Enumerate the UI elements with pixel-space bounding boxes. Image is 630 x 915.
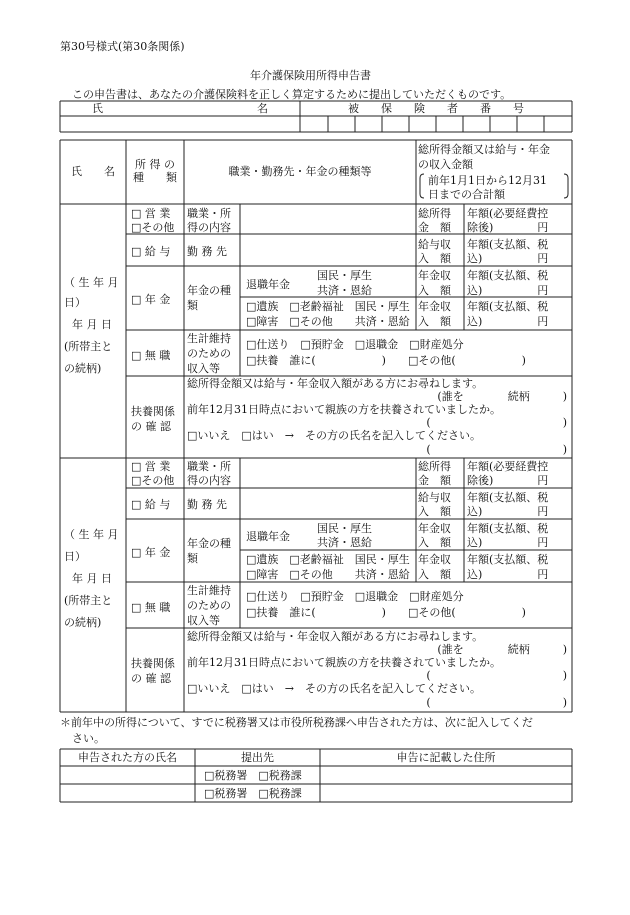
col-amount-note-1: 前年1月1日から12月31 <box>428 174 547 187</box>
relation-label-2: の続柄) <box>64 616 102 629</box>
pension-value-1a: 年額(支払額、税 <box>467 269 549 282</box>
page-title: 年介護保険用所得申告書 <box>250 69 371 82</box>
footer-col-office: 提出先 <box>241 751 274 764</box>
birth-label-3: 年 月 日 <box>72 572 112 585</box>
dependent-label-1: 扶養関係 <box>131 657 175 670</box>
occupation-label-2: 得の内容 <box>187 221 231 234</box>
pension-value-1b: 年額(支払額、税 <box>467 300 549 313</box>
person-block-2 <box>60 458 572 712</box>
livelihood-label-3: 収入等 <box>187 614 220 627</box>
pension-income-2b: 入 額 <box>418 568 451 581</box>
pension-value-1a: 年額(支払額、税 <box>467 522 549 535</box>
business-checkbox[interactable]: □ 営 業 <box>131 207 171 220</box>
national-welfare-label: 国民・厚生 <box>317 269 372 282</box>
pension-income-1a: 年金収 <box>418 522 451 535</box>
other-checkbox[interactable]: □その他 <box>131 221 175 234</box>
insured-number-field[interactable] <box>301 117 571 131</box>
total-label-1: 総所得 <box>418 460 451 473</box>
relation-label-1: (所帯主と <box>64 594 113 607</box>
col-amount-note-2: 日までの合計額 <box>428 188 505 201</box>
footer-note-2: さい。 <box>72 732 105 745</box>
livelihood-options-1[interactable]: □仕送り □預貯金 □退職金 □財産処分 <box>246 338 464 351</box>
dependent-question-6: ( ) <box>426 443 567 456</box>
intro-text: この申告書は、あなたの介護保険料を正しく算定するために提出していただくものです。 <box>72 88 512 101</box>
pension-value-2b: 込) 円 <box>467 315 549 328</box>
livelihood-options-2[interactable]: □扶養 誰に( ) □その他( ) <box>246 606 526 619</box>
total-label-2: 金 額 <box>418 221 451 234</box>
dependent-label-1: 扶養関係 <box>131 405 175 418</box>
pension-value-2a: 込) 円 <box>467 284 549 297</box>
dependent-question-1: 総所得金額又は給与・年金収入額がある方にお尋ねします。 <box>187 377 484 390</box>
retire-pension-label: 退職年金 <box>246 530 290 543</box>
col-name-header: 氏 名 <box>71 165 115 178</box>
pension-type-1: 年金の種 <box>187 537 231 550</box>
livelihood-options-2[interactable]: □扶養 誰に( ) □その他( ) <box>246 354 526 367</box>
insured-number-label: 被 保 険 者 番 号 <box>348 102 524 115</box>
unemployed-checkbox[interactable]: □ 無 職 <box>131 349 171 362</box>
dependent-question-5[interactable]: □いいえ □はい → その方の氏名を記入してください。 <box>187 429 482 442</box>
survivor-options[interactable]: □遺族 □老齢福祉 国民・厚生 <box>246 553 410 566</box>
retire-pension-label: 退職年金 <box>246 278 290 291</box>
pension-type-1: 年金の種 <box>187 284 231 297</box>
person-block-1 <box>60 204 572 458</box>
footer-col-name: 申告された方の氏名 <box>78 751 177 764</box>
dependent-question-2: (誰を 続柄 ) <box>437 643 567 656</box>
total-value-2: 除後) 円 <box>467 474 549 487</box>
disability-options[interactable]: □障害 □その他 共済・恩給 <box>246 315 410 328</box>
salary-checkbox[interactable]: □ 給 与 <box>131 245 171 258</box>
workplace-label: 勤 務 先 <box>187 498 227 511</box>
total-label-1: 総所得 <box>418 207 451 220</box>
pension-type-2: 類 <box>187 299 198 312</box>
pension-income-2b: 入 額 <box>418 315 451 328</box>
office-options-row-1[interactable]: □税務署 □税務課 <box>204 769 302 782</box>
disability-options[interactable]: □障害 □その他 共済・恩給 <box>246 568 410 581</box>
livelihood-label-3: 収入等 <box>187 362 220 375</box>
total-label-2: 金 額 <box>418 474 451 487</box>
birth-label-2: 日） <box>64 296 86 309</box>
col-income-type-header: 所 得 の 種 類 <box>133 158 177 184</box>
pension-value-2b: 込) 円 <box>467 568 549 581</box>
salary-checkbox[interactable]: □ 給 与 <box>131 498 171 511</box>
birth-label-2: 日） <box>64 550 86 563</box>
birth-label-1: （ 生 年 月 <box>64 276 119 289</box>
livelihood-label-2: のための <box>187 347 231 360</box>
occupation-label-2: 得の内容 <box>187 474 231 487</box>
pension-income-1a: 年金収 <box>418 269 451 282</box>
dependent-question-6: ( ) <box>426 696 567 709</box>
form-number: 第30号様式(第30条関係) <box>60 40 185 53</box>
salary-value-2: 込) 円 <box>467 505 549 518</box>
mutual-aid-label: 共済・恩給 <box>317 536 372 549</box>
pension-income-1b: 年金収 <box>418 300 451 313</box>
dependent-question-3: 前年12月31日時点において親族の方を扶養されていましたか。 <box>187 403 501 416</box>
livelihood-options-1[interactable]: □仕送り □預貯金 □退職金 □財産処分 <box>246 590 464 603</box>
col-amount-header-2: の収入金額 <box>418 158 473 171</box>
dependent-question-4: ( ) <box>426 416 567 429</box>
salary-income-2: 入 額 <box>418 505 451 518</box>
livelihood-label-1: 生計維持 <box>187 332 231 345</box>
salary-value-1: 年額(支払額、税 <box>467 491 549 504</box>
occupation-label-1: 職業・所 <box>187 460 231 473</box>
pension-type-2: 類 <box>187 552 198 565</box>
dependent-label-2: の 確 認 <box>131 672 171 685</box>
name-field[interactable] <box>61 117 299 131</box>
birth-label-3: 年 月 日 <box>72 318 112 331</box>
other-checkbox[interactable]: □その他 <box>131 474 175 487</box>
dependent-question-2: (誰を 続柄 ) <box>437 390 567 403</box>
dependent-question-3: 前年12月31日時点において親族の方を扶養されていましたか。 <box>187 656 501 669</box>
pension-checkbox[interactable]: □ 年 金 <box>131 546 171 559</box>
salary-value-2: 込) 円 <box>467 252 549 265</box>
unemployed-checkbox[interactable]: □ 無 職 <box>131 601 171 614</box>
name-label: 氏 名 <box>92 102 268 115</box>
salary-income-1: 給与収 <box>418 238 451 251</box>
relation-label-2: の続柄) <box>64 362 102 375</box>
occupation-label-1: 職業・所 <box>187 207 231 220</box>
livelihood-label-2: のための <box>187 599 231 612</box>
relation-label-1: (所帯主と <box>64 340 113 353</box>
col-occupation-header: 職業・勤務先・年金の種類等 <box>228 165 372 178</box>
business-checkbox[interactable]: □ 営 業 <box>131 460 171 473</box>
dependent-question-4: ( ) <box>426 669 567 682</box>
total-value-1: 年額(必要経費控 <box>467 460 549 473</box>
salary-value-1: 年額(支払額、税 <box>467 238 549 251</box>
birth-label-1: （ 生 年 月 <box>64 528 119 541</box>
col-amount-header-1: 総所得金額又は給与・年金 <box>418 143 550 156</box>
office-options-row-2[interactable]: □税務署 □税務課 <box>204 787 302 800</box>
dependent-question-5[interactable]: □いいえ □はい → その方の氏名を記入してください。 <box>187 682 482 695</box>
workplace-label: 勤 務 先 <box>187 245 227 258</box>
total-value-2: 除後) 円 <box>467 221 549 234</box>
salary-income-1: 給与収 <box>418 491 451 504</box>
dependent-label-2: の 確 認 <box>131 420 171 433</box>
pension-income-2a: 入 額 <box>418 536 451 549</box>
livelihood-label-1: 生計維持 <box>187 584 231 597</box>
mutual-aid-label: 共済・恩給 <box>317 284 372 297</box>
total-value-1: 年額(必要経費控 <box>467 207 549 220</box>
national-welfare-label: 国民・厚生 <box>317 522 372 535</box>
salary-income-2: 入 額 <box>418 252 451 265</box>
pension-income-2a: 入 額 <box>418 284 451 297</box>
pension-value-1b: 年額(支払額、税 <box>467 553 549 566</box>
footer-col-address: 申告に記載した住所 <box>396 751 496 764</box>
pension-checkbox[interactable]: □ 年 金 <box>131 293 171 306</box>
dependent-question-1: 総所得金額又は給与・年金収入額がある方にお尋ねします。 <box>187 630 484 643</box>
pension-income-1b: 年金収 <box>418 553 451 566</box>
pension-value-2a: 込) 円 <box>467 536 549 549</box>
footer-note-1: ＊前年中の所得について、すでに税務署又は市役所税務課へ申告された方は、次に記入してくだ <box>60 716 533 729</box>
survivor-options[interactable]: □遺族 □老齢福祉 国民・厚生 <box>246 300 410 313</box>
